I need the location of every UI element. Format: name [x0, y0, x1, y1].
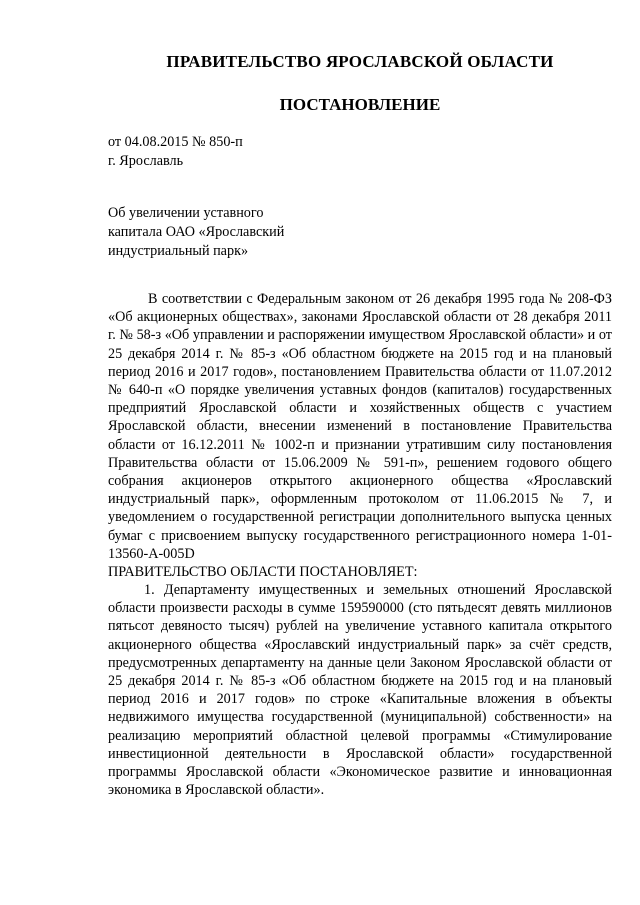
subject-line-2: капитала ОАО «Ярославский [108, 224, 285, 240]
subject-line-1: Об увеличении уставного [108, 205, 264, 221]
preamble-paragraph: В соответствии с Федеральным законом от 26 декабря 1995 года № 208-ФЗ «Об акционерных обществах», законами Ярославской области от 28 декабря 2011 г. № 58-з «Об управлении и распоряжении имуществом Ярославской области» и от 25 декабря 2014 г. № 85-з «Об областном бюджете на 2015 год и на плановый период 2016 и 2017 годов», постановлением Правительства области от 11.07.2012 № 640-п «О порядке увеличения уставных фондов (капиталов) государственных предприятий Ярославской области и хозяйственных обществ с участием Ярославской области, внесении изменений в постановление Правительства области от 16.12.2011 № 1002-п и признании утратившим силу постановления Правительства области от 15.06.2009 № 591-п», решением годового общего собрания акционеров открытого акционерного общества «Ярославский индустриальный парк», оформленным протоколом от 11.06.2015 № 7, и уведомлением о государственной регистрации дополнительного выпуска ценных бумаг с присвоением выпуску государственного регистрационного номера 1-01-13560-A-005D [108, 291, 612, 562]
government-title: ПРАВИТЕЛЬСТВО ЯРОСЛАВСКОЙ ОБЛАСТИ [166, 52, 554, 71]
subject-line-3: индустриальный парк» [108, 243, 249, 259]
clause-1-paragraph: 1. Департаменту имущественных и земельных отношений Ярославской области произвести расходы в сумме 159590000 (сто пятьдесят девять миллионов пятьсот девяносто тысяч) рублей на увеличение уставного капитала открытого акционерного общества «Ярославский индустриальный парк» за счёт средств, предусмотренных департаменту на данные цели Законом Ярославской области от 25 декабря 2014 г. № 85-з «Об областном бюджете на 2015 год и на плановый период 2016 и 2017 годов» по строке «Капитальные вложения в объекты недвижимого имущества государственной (муниципальной) собственности» на реализацию мероприятий областной целевой программы «Стимулирование инвестиционной деятельности в Ярославской области» государственной программы Ярославской области «Экономическое развитие и инновационная экономика в Ярославской области». [108, 582, 612, 799]
date-number: от 04.08.2015 № 850-п [108, 134, 243, 150]
document-type-title: ПОСТАНОВЛЕНИЕ [279, 95, 441, 114]
document-meta [108, 133, 243, 171]
decree-statement: ПРАВИТЕЛЬСТВО ОБЛАСТИ ПОСТАНОВЛЯЕТ: [108, 564, 418, 580]
city: г. Ярославль [108, 153, 184, 169]
document-subject [108, 204, 284, 261]
